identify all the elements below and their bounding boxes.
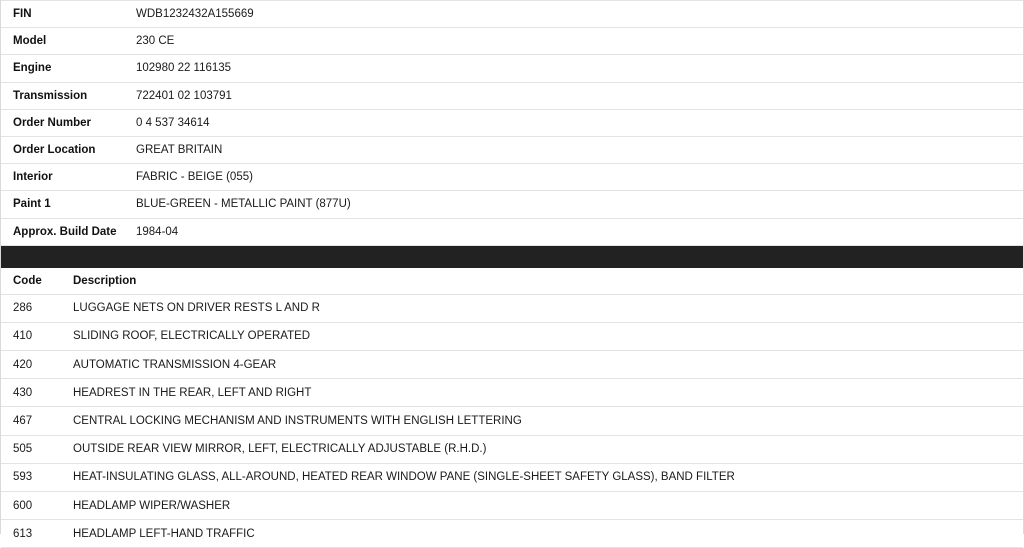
option-description: HEAT-INSULATING GLASS, ALL-AROUND, HEATED REAR WINDOW PANE (SINGLE-SHEET SAFETY GLASS), BAND FILTER xyxy=(63,463,1023,491)
spec-value: 230 CE xyxy=(131,28,1023,55)
spec-value: 102980 22 116135 xyxy=(131,55,1023,82)
options-table xyxy=(1,268,1023,548)
option-description: AUTOMATIC TRANSMISSION 4-GEAR xyxy=(63,351,1023,379)
option-code: 505 xyxy=(1,435,63,463)
spec-value: WDB1232432A155669 xyxy=(131,1,1023,28)
spec-label: Approx. Build Date xyxy=(1,218,131,245)
spec-label: Order Location xyxy=(1,136,131,163)
table-row xyxy=(1,407,1023,435)
table-row xyxy=(1,82,1023,109)
option-description: HEADREST IN THE REAR, LEFT AND RIGHT xyxy=(63,379,1023,407)
option-description: HEADLAMP LEFT-HAND TRAFFIC xyxy=(63,520,1023,548)
option-description: LUGGAGE NETS ON DRIVER RESTS L AND R xyxy=(63,294,1023,322)
table-row xyxy=(1,55,1023,82)
table-row xyxy=(1,109,1023,136)
column-header-description: Description xyxy=(63,268,1023,295)
spec-value: BLUE-GREEN - METALLIC PAINT (877U) xyxy=(131,191,1023,218)
table-row xyxy=(1,28,1023,55)
spec-label: Transmission xyxy=(1,82,131,109)
option-code: 613 xyxy=(1,520,63,548)
spec-label: FIN xyxy=(1,1,131,28)
option-code: 430 xyxy=(1,379,63,407)
option-code: 286 xyxy=(1,294,63,322)
spec-value: FABRIC - BEIGE (055) xyxy=(131,164,1023,191)
option-description: HEADLAMP WIPER/WASHER xyxy=(63,492,1023,520)
table-row xyxy=(1,294,1023,322)
vehicle-spec-table xyxy=(1,0,1023,246)
spec-value: 1984-04 xyxy=(131,218,1023,245)
options-table-header xyxy=(1,268,1023,295)
spec-label: Engine xyxy=(1,55,131,82)
table-header-row xyxy=(1,268,1023,295)
table-row xyxy=(1,1,1023,28)
option-description: SLIDING ROOF, ELECTRICALLY OPERATED xyxy=(63,322,1023,350)
spec-label: Model xyxy=(1,28,131,55)
spec-label: Paint 1 xyxy=(1,191,131,218)
option-code: 467 xyxy=(1,407,63,435)
spec-label: Order Number xyxy=(1,109,131,136)
table-row xyxy=(1,463,1023,491)
table-row xyxy=(1,191,1023,218)
table-row xyxy=(1,136,1023,163)
spec-value: GREAT BRITAIN xyxy=(131,136,1023,163)
table-row xyxy=(1,379,1023,407)
table-row xyxy=(1,435,1023,463)
spec-label: Interior xyxy=(1,164,131,191)
vehicle-spec-body xyxy=(1,1,1023,246)
table-row xyxy=(1,322,1023,350)
options-table-body xyxy=(1,294,1023,548)
option-description: CENTRAL LOCKING MECHANISM AND INSTRUMENTS WITH ENGLISH LETTERING xyxy=(63,407,1023,435)
table-row xyxy=(1,164,1023,191)
section-divider xyxy=(1,246,1023,268)
option-code: 593 xyxy=(1,463,63,491)
option-code: 410 xyxy=(1,322,63,350)
table-row xyxy=(1,218,1023,245)
option-code: 420 xyxy=(1,351,63,379)
column-header-code: Code xyxy=(1,268,63,295)
option-code: 600 xyxy=(1,492,63,520)
table-row xyxy=(1,351,1023,379)
spec-value: 0 4 537 34614 xyxy=(131,109,1023,136)
table-row xyxy=(1,492,1023,520)
spec-value: 722401 02 103791 xyxy=(131,82,1023,109)
option-description: OUTSIDE REAR VIEW MIRROR, LEFT, ELECTRICALLY ADJUSTABLE (R.H.D.) xyxy=(63,435,1023,463)
